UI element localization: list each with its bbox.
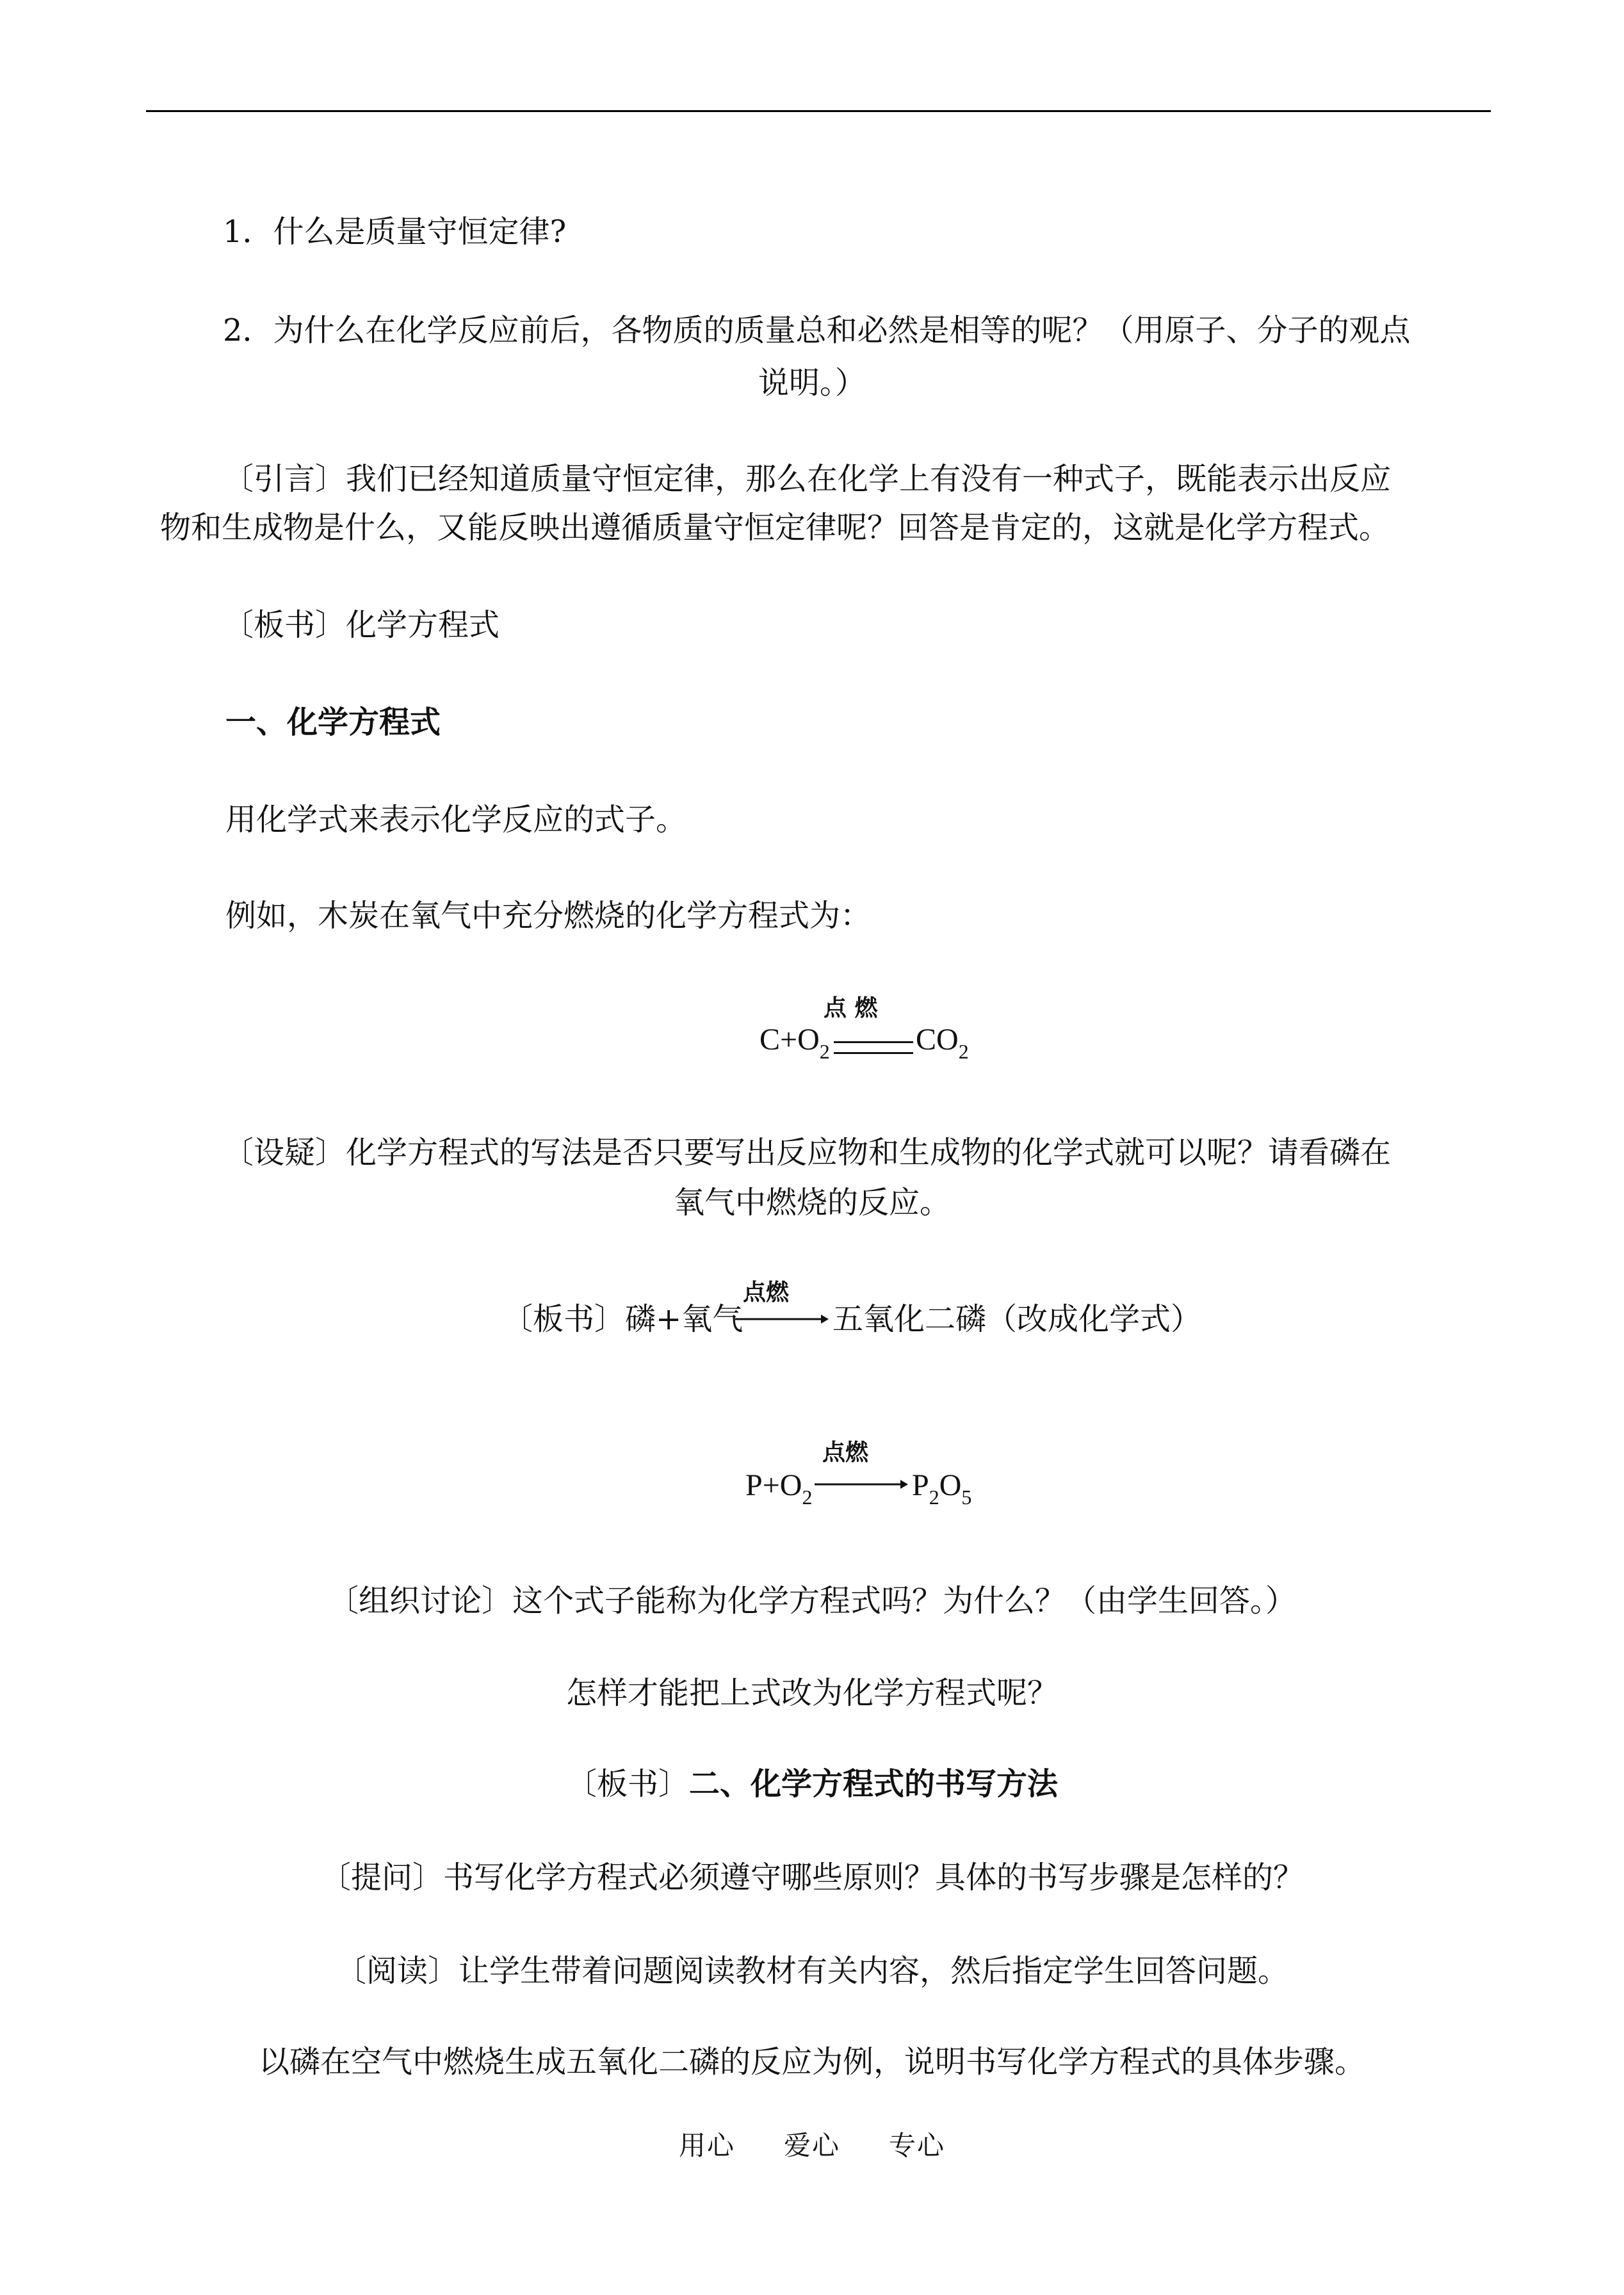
board-heading-1: 〔板书〕化学方程式 — [223, 607, 500, 643]
example-2-text: 以磷在空气中燃烧生成五氧化二磷的反应为例，说明书写化学方程式的具体步骤。 — [258, 2044, 1365, 2080]
board-word-equation — [502, 1274, 1219, 1345]
footer-item: 爱心 — [783, 2130, 840, 2161]
eq2-reactants: P+O — [745, 1468, 802, 1502]
eq1-product-subscript: 2 — [958, 1040, 969, 1063]
ask-text: 〔提问〕书写化学方程式必须遵守哪些原则？具体的书写步骤是怎样的？ — [320, 1860, 1304, 1895]
equation-carbon — [759, 990, 969, 1067]
eq2-product-p: P — [912, 1468, 929, 1502]
how-text: 怎样才能把上式改为化学方程式呢？ — [565, 1675, 1058, 1711]
question-1: 1．什么是质量守恒定律? — [223, 214, 567, 250]
eq2-arrow — [813, 1478, 909, 1491]
definition-text: 用化学式来表示化学反应的式子。 — [225, 802, 687, 838]
intro-line-1: 〔引言〕我们已经知道质量守恒定律，那么在化学上有没有一种式子，既能表示出反应 — [223, 461, 1392, 497]
board3-prefix: 〔板书〕 — [565, 1766, 689, 1802]
read-text: 〔阅读〕让学生带着问题阅读教材有关内容，然后指定学生回答问题。 — [335, 1953, 1288, 1989]
footer-item: 用心 — [678, 2130, 735, 2161]
board2-prefix: 〔板书〕磷+氧气 — [502, 1301, 743, 1337]
question-2-line-1: 2．为什么在化学反应前后，各物质的质量总和必然是相等的呢？（用原子、分子的观点 — [223, 312, 1411, 348]
board-heading-2 — [0, 1765, 1624, 1803]
discussion-text: 〔组织讨论〕这个式子能称为化学方程式吗？为什么？（由学生回答。） — [327, 1583, 1296, 1619]
question-text-line-2: 氧气中燃烧的反应。 — [673, 1185, 950, 1220]
question-text-line-1: 〔设疑〕化学方程式的写法是否只要写出反应物和生成物的化学式就可以呢？请看磷在 — [223, 1135, 1392, 1171]
question-2-line-2: 说明。） — [758, 365, 866, 401]
eq2-reactant-subscript: 2 — [802, 1486, 813, 1509]
eq1-reactants: C+O — [759, 1023, 820, 1057]
board2-suffix: 五氧化二磷（改成化学式） — [832, 1301, 1202, 1337]
intro-line-2: 物和生成物是什么，又能反映出遵循质量守恒定律呢？回答是肯定的，这就是化学方程式。 — [160, 510, 1390, 546]
eq2-product-subscript-1: 2 — [929, 1486, 939, 1509]
eq2-condition: 点燃 — [822, 1439, 869, 1466]
eq1-equals-sign — [834, 1041, 913, 1054]
page-footer — [0, 2125, 1624, 2163]
footer-item: 专心 — [889, 2130, 946, 2161]
board2-condition: 点燃 — [743, 1279, 790, 1306]
header-rule — [146, 110, 1491, 112]
example-text: 例如，木炭在氧气中充分燃烧的化学方程式为： — [225, 898, 872, 934]
board3-heading: 二、化学方程式的书写方法 — [689, 1766, 1059, 1802]
eq1-reactant-subscript: 2 — [819, 1040, 830, 1063]
eq2-product-o: O — [939, 1468, 962, 1502]
eq2-product-subscript-2: 5 — [961, 1486, 972, 1509]
eq1-product: CO — [916, 1023, 959, 1057]
board2-arrow — [734, 1313, 830, 1326]
equation-phosphorus — [745, 1434, 989, 1511]
section-heading-1: 一、化学方程式 — [225, 704, 441, 740]
eq1-condition: 点 燃 — [824, 995, 878, 1021]
